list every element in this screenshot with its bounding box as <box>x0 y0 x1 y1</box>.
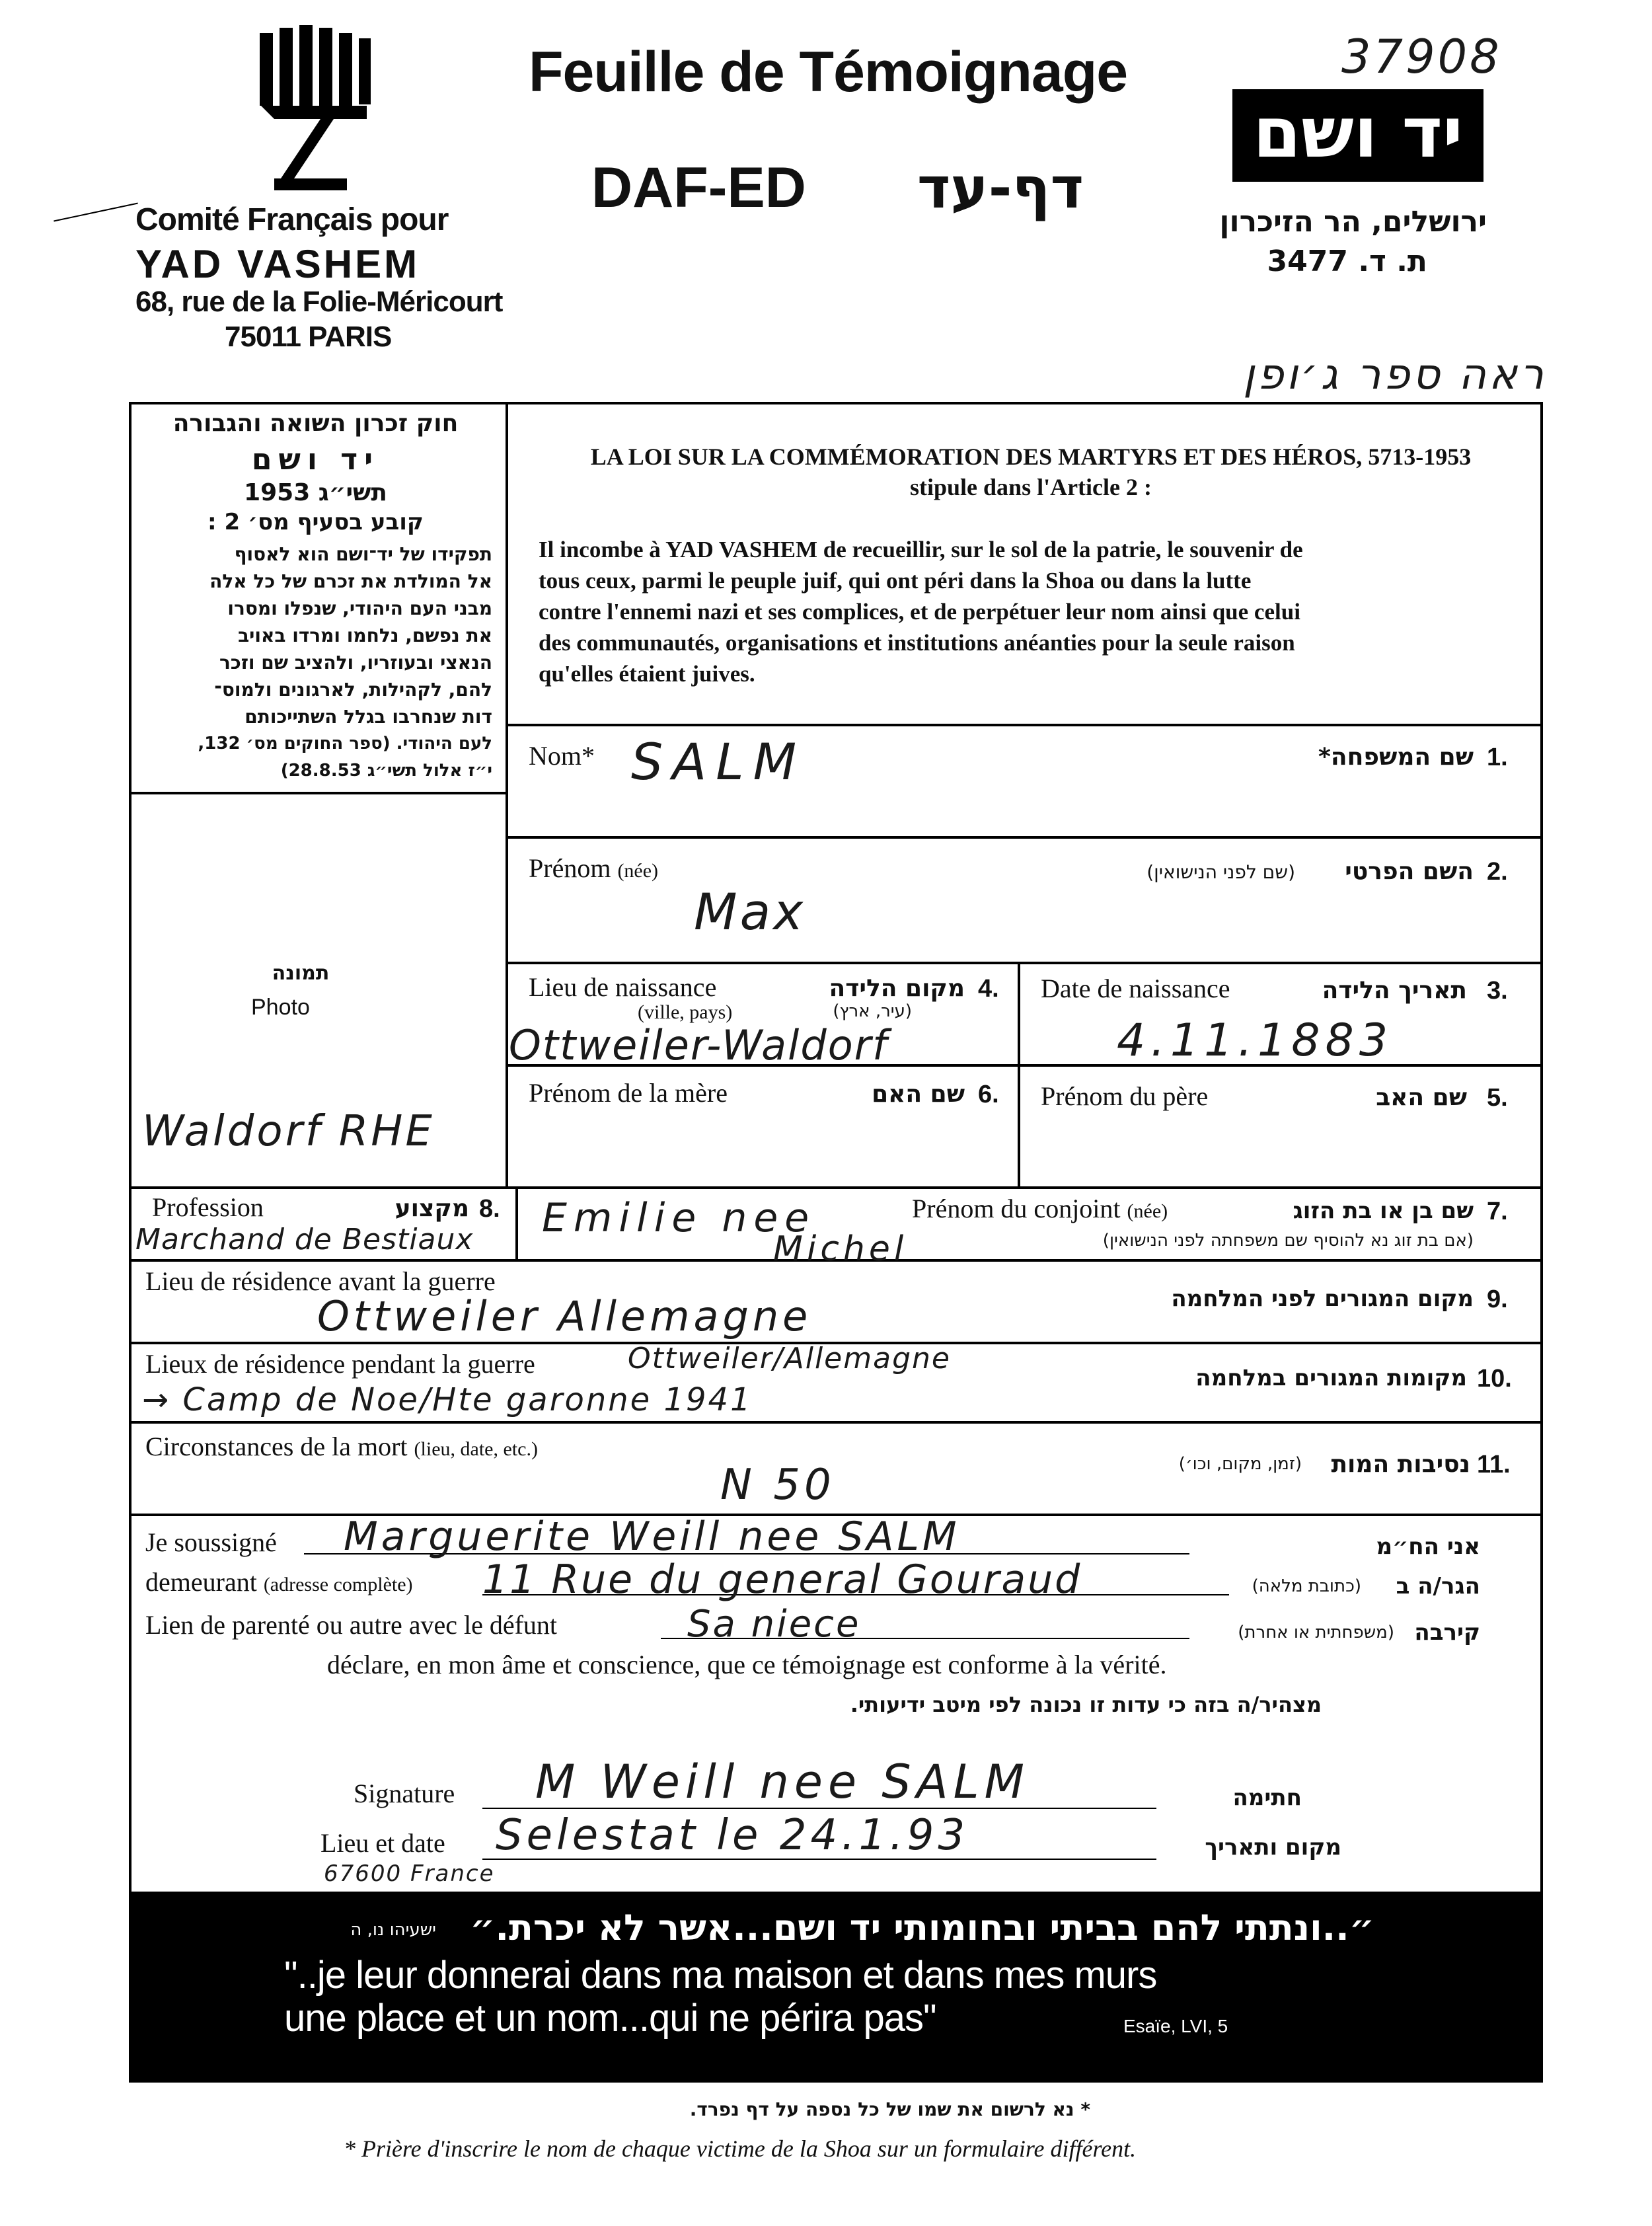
postcode-value[interactable]: 67600 France <box>324 1861 495 1887</box>
res-avant-value[interactable]: Ottweiler Allemagne <box>317 1292 812 1340</box>
law-hebrew-title-3: תשי״ג 1953 <box>244 479 387 506</box>
banner-hebrew-quote: ״..ונתתי להם בביתי ובחומותי יד ושם...אשר לא יכרת.״ <box>470 1907 1374 1948</box>
conjoint-value-1[interactable]: Emilie nee <box>542 1195 816 1241</box>
res-pendant-num: 10. <box>1477 1365 1512 1393</box>
conjoint-hebrew-note: (אם בת זוג נא להוסיף שם משפחתה לפני הנישואין) <box>1102 1231 1474 1250</box>
mort-hebrew: נסיבות המות <box>1331 1451 1470 1478</box>
lieu-naissance-hebrew-note: (עיר, ארץ) <box>833 1001 912 1021</box>
demeurant-note: (adresse complète) <box>263 1574 413 1595</box>
nom-label: Nom* <box>529 741 595 771</box>
banner-french-line2: une place et un nom...qui ne périra pas" <box>284 1997 936 2040</box>
mere-num: 6. <box>978 1081 999 1108</box>
banner-french-source: Esaïe, LVI, 5 <box>1123 2016 1228 2036</box>
declare-fr: déclare, en mon âme et conscience, que ce témoignage est conforme à la vérité. <box>327 1650 1167 1679</box>
banner-hebrew-source: ישעיהו נו, ה <box>350 1920 436 1940</box>
conjoint-value-2[interactable]: Michel <box>773 1229 908 1269</box>
conjoint-num: 7. <box>1487 1198 1508 1225</box>
res-avant-hebrew: מקום המגורים לפני המלחמה <box>1171 1286 1474 1312</box>
address-hebrew-2: ת. ד. 3477 <box>1267 245 1427 278</box>
soussigne-label: Je soussigné <box>145 1527 277 1557</box>
subtitle-latin: DAF-ED <box>591 156 806 219</box>
law-hebrew-line: אל המולדת את זכרם של כל אלה <box>209 570 492 592</box>
mort-num: 11. <box>1477 1451 1511 1478</box>
menorah-logo <box>248 20 380 192</box>
law-hebrew-title-1: חוק זכרון השואה והגבורה <box>172 410 459 437</box>
law-hebrew-title-2: יד ושם <box>251 443 380 477</box>
mort-label-text: Circonstances de la mort <box>145 1432 408 1461</box>
mere-label: Prénom de la mère <box>529 1078 728 1108</box>
res-pendant-hebrew: מקומות המגורים במלחמה <box>1195 1365 1467 1391</box>
law-hebrew-line: תפקידו של יד־ושם הוא לאסוף <box>234 543 492 565</box>
date-naissance-hebrew: תאריך הלידה <box>1322 977 1467 1004</box>
law-french-title: LA LOI SUR LA COMMÉMORATION DES MARTYRS ET DES HÉROS, 5713-1953 <box>590 443 1472 470</box>
law-french-body <box>539 534 1523 689</box>
footer-french-note: * Prière d'inscrire le nom de chaque victime de la Shoa sur un formulaire différent. <box>344 2135 1137 2162</box>
page-title: Feuille de Témoignage <box>529 40 1128 104</box>
pere-num: 5. <box>1487 1084 1508 1112</box>
law-hebrew-title-4: קובע בסעיף מס׳ 2 : <box>207 509 424 535</box>
profession-label: Profession <box>152 1192 264 1222</box>
prenom-label-text: Prénom <box>529 853 611 883</box>
org-line1: Comité Français pour <box>135 202 449 237</box>
prenom-num: 2. <box>1487 858 1508 886</box>
date-naissance-label: Date de naissance <box>1041 974 1230 1003</box>
pere-label: Prénom du père <box>1041 1081 1209 1111</box>
conjoint-hebrew: שם בן או בת הזוג <box>1293 1198 1474 1224</box>
soussigne-value[interactable]: Marguerite Weill nee SALM <box>344 1514 960 1560</box>
stray-mark <box>54 203 138 222</box>
signature-hebrew: חתימה <box>1232 1785 1302 1811</box>
number-handwritten: 37908 <box>1341 30 1502 84</box>
soussigne-hebrew: אני הח״מ <box>1376 1533 1480 1560</box>
law-hebrew-line: הנאצי ובעוזריו, ולהציב שם וזכר <box>219 652 492 673</box>
demeurant-hebrew: הגר/ה ב <box>1396 1573 1480 1599</box>
mort-label <box>145 1431 538 1462</box>
photo-label-hebrew: תמונה <box>272 962 330 985</box>
lieu-date-value[interactable]: Selestat le 24.1.93 <box>496 1811 969 1860</box>
res-pendant-label: Lieux de résidence pendant la guerre <box>145 1349 535 1379</box>
profession-num: 8. <box>479 1195 500 1223</box>
lieu-naissance-label: Lieu de naissance <box>529 972 717 1002</box>
pere-hebrew: שם האב <box>1376 1084 1467 1111</box>
org-line2: YAD VASHEM <box>135 242 420 286</box>
law-french-subtitle: stipule dans l'Article 2 : <box>910 474 1152 500</box>
lien-hebrew: קירבה <box>1414 1619 1480 1646</box>
lien-label: Lien de parenté ou autre avec le défunt <box>145 1610 558 1640</box>
law-french-line: qu'elles étaient juives. <box>539 661 755 687</box>
conjoint-note: (née) <box>1127 1200 1168 1222</box>
logo-hebrew: יד ושם <box>1253 93 1463 173</box>
org-line4: 75011 PARIS <box>225 321 392 353</box>
lien-value[interactable]: Sa niece <box>687 1603 861 1646</box>
lieu-naissance-hebrew: מקום הלידה <box>829 975 965 1002</box>
prenom-label <box>529 853 658 884</box>
demeurant-label <box>145 1566 413 1597</box>
prenom-value[interactable]: Max <box>694 882 806 941</box>
date-naissance-num: 3. <box>1487 977 1508 1005</box>
law-french-line: tous ceux, parmi le peuple juif, qui ont péri dans la Shoa ou dans la lutte <box>539 568 1252 594</box>
nom-num: 1. <box>1487 744 1508 771</box>
subtitle-hebrew: דף-עד <box>917 155 1084 221</box>
law-hebrew-line: לעם היהודי. (ספר החוקים מס׳ 132, <box>198 734 492 753</box>
mort-value[interactable]: N 50 <box>720 1461 835 1510</box>
mort-note: (lieu, date, etc.) <box>414 1438 538 1460</box>
res-pendant-value-2[interactable]: → Camp de Noe/Hte garonne 1941 <box>142 1381 753 1418</box>
lieu-naissance-num: 4. <box>978 975 999 1003</box>
law-hebrew-line: דות שנחרבו בגלל השתייכותם <box>244 706 492 728</box>
mort-hebrew-note: (זמן, מקום, וכו׳) <box>1178 1454 1302 1474</box>
org-line3: 68, rue de la Folie-Méricourt <box>135 286 503 318</box>
law-hebrew-line: את נפשם, נלחמו ומרדו באויב <box>238 625 492 646</box>
law-french-line: contre l'ennemi nazi et ses complices, et de perpétuer leur nom ainsi que celui <box>539 599 1300 625</box>
law-french-line: des communautés, organisations et institutions anéanties pour la seule raison <box>539 630 1295 656</box>
demeurant-label-text: demeurant <box>145 1567 257 1597</box>
declare-he: מצהיר/ה בזה כי עדות זו נכונה לפי מיטב ידיעותי. <box>850 1692 1322 1717</box>
address-hebrew-1: ירושלים, הר הזיכרון <box>1219 205 1487 239</box>
footer-hebrew-note: * נא לרשום את שמו של כל נספה על דף נפרד. <box>689 2098 1090 2120</box>
demeurant-hebrew-note: (כתובת מלאה) <box>1252 1576 1361 1596</box>
res-avant-num: 9. <box>1487 1286 1508 1313</box>
conjoint-label <box>912 1193 1168 1224</box>
prenom-note: (née) <box>617 860 659 882</box>
prenom-hebrew: השם הפרטי <box>1345 858 1474 885</box>
conjoint-label-text: Prénom du conjoint <box>912 1194 1121 1223</box>
law-hebrew-line: מבני העם היהודי, שנפלו ומסרו <box>227 597 492 619</box>
note-handwritten: ראה ספר ג׳ופן <box>1243 350 1546 399</box>
lieu-naissance-value[interactable]: Ottweiler-Waldorf <box>509 1021 888 1069</box>
lieu-date-hebrew: מקום ותאריך <box>1205 1834 1341 1861</box>
profession-hebrew: מקצוע <box>394 1195 469 1222</box>
demeurant-value[interactable]: 11 Rue du general Gouraud <box>482 1556 1082 1603</box>
prenom-hebrew-note: (שם לפני הנישואין) <box>1146 861 1295 883</box>
lien-hebrew-note: (משפחתית או אחרת) <box>1238 1623 1394 1642</box>
res-avant-label: Lieu de résidence avant la guerre <box>145 1266 496 1296</box>
nom-hebrew: שם המשפחה* <box>1318 744 1474 771</box>
banner-french-line1: "..je leur donnerai dans ma maison et dans mes murs <box>284 1954 1157 1997</box>
date-naissance-value[interactable]: 4.11.1883 <box>1117 1015 1394 1067</box>
nom-value[interactable]: SALM <box>631 732 806 791</box>
lieu-naissance-note: (ville, pays) <box>638 1001 733 1023</box>
photo-handwritten: Waldorf RHE <box>142 1107 435 1156</box>
profession-value[interactable]: Marchand de Bestiaux <box>135 1223 474 1256</box>
law-hebrew-body <box>139 541 492 785</box>
law-hebrew-line: י״ז אלול תשי״ג 28.8.53) <box>280 761 492 781</box>
lieu-date-label: Lieu et date <box>320 1828 445 1858</box>
res-pendant-value-1[interactable]: Ottweiler/Allemagne <box>628 1342 951 1375</box>
signature-label: Signature <box>354 1779 455 1808</box>
law-hebrew-line: להם, לקהילות, לארגונים ולמוס־ <box>214 679 492 701</box>
photo-label: Photo <box>251 995 310 1020</box>
mere-hebrew: שם האם <box>872 1081 965 1108</box>
law-french-line: Il incombe à YAD VASHEM de recueillir, sur le sol de la patrie, le souvenir de <box>539 537 1303 562</box>
signature-value[interactable]: M Weill nee SALM <box>535 1755 1030 1809</box>
